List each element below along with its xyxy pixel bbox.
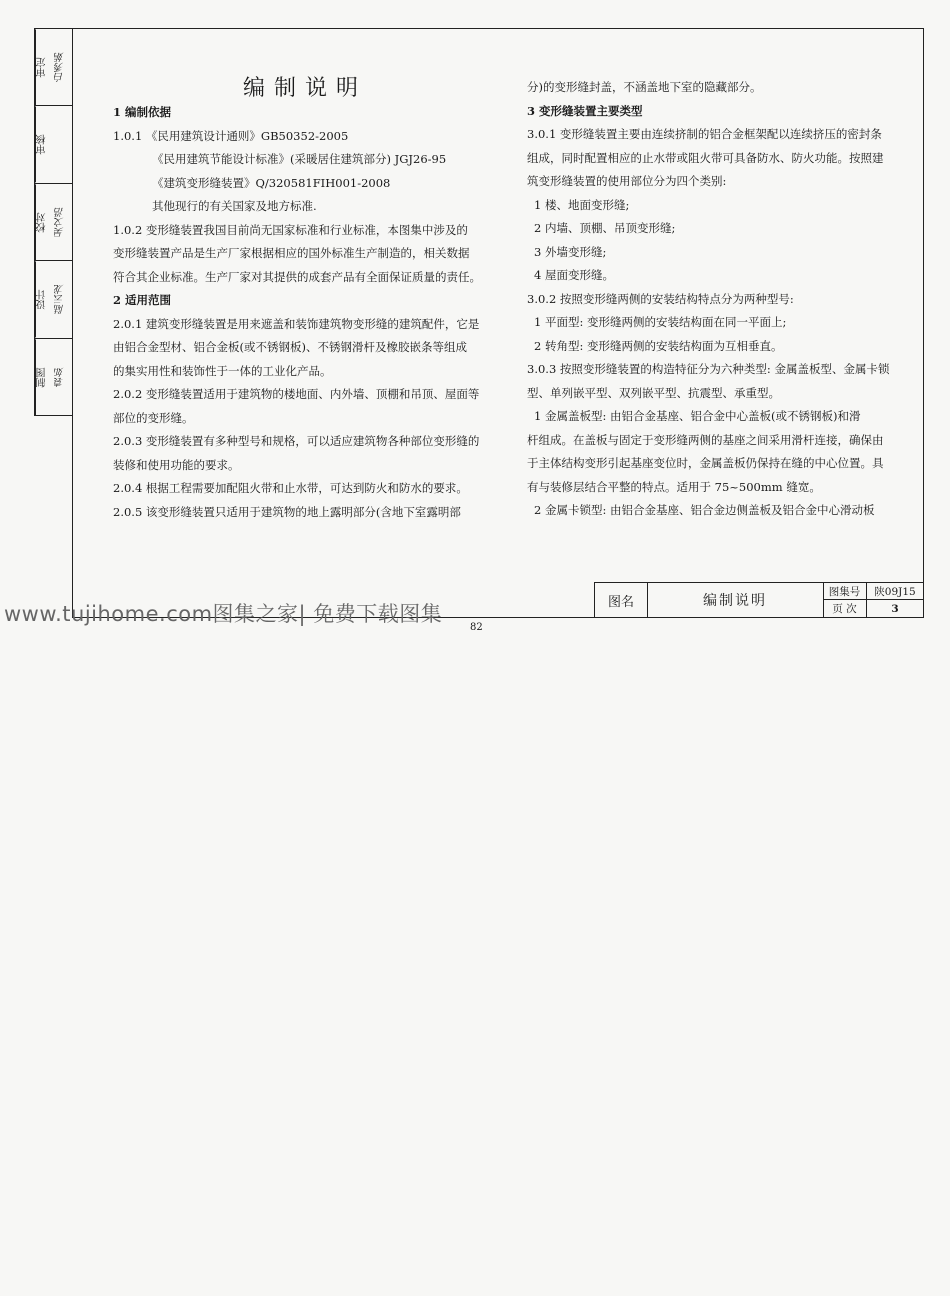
signature-name bbox=[49, 106, 72, 182]
text-line: 分)的变形缝封盖，不涵盖地下室的隐藏部分。 bbox=[527, 80, 762, 94]
page-value: 3 bbox=[891, 602, 899, 615]
signature-cell bbox=[35, 29, 72, 106]
text-line: 1.0.2 变形缝装置我国目前尚无国家标准和行业标准，本图集中涉及的 bbox=[113, 222, 468, 237]
text-line: 部位的变形缝。 bbox=[113, 410, 194, 425]
text-line: 2.0.3 变形缝装置有多种型号和规格，可以适应建筑物各种部位变形缝的 bbox=[113, 434, 480, 448]
signature-cell bbox=[35, 261, 72, 338]
text-line: 有与装修层结合平整的特点。适用于 75~500mm 缝宽。 bbox=[527, 479, 821, 494]
text-line: 由铝合金型材、铝合金板(或不锈钢板)、不锈钢滑杆及橡胶嵌条等组成 bbox=[113, 340, 467, 354]
text-line: 2.0.2 变形缝装置适用于建筑物的楼地面、内外墙、顶棚和吊顶、屋面等 bbox=[113, 387, 480, 401]
text-line: 2.0.4 根据工程需要加配阻火带和止水带，可达到防火和防水的要求。 bbox=[113, 481, 468, 495]
text-line: 符合其企业标准。生产厂家对其提供的成套产品有全面保证质量的责任。 bbox=[113, 269, 481, 284]
text-line: 杆组成。在盖板与固定于变形缝两侧的基座之间采用滑杆连接，确保由 bbox=[527, 432, 884, 447]
signature-role: 设计 bbox=[35, 261, 49, 337]
title-block bbox=[594, 582, 924, 618]
title-block-label: 图名 bbox=[595, 583, 648, 617]
signature-strip bbox=[34, 28, 72, 416]
signature-name: 袁如 bbox=[55, 366, 66, 387]
text-line: 1 楼、地面变形缝; bbox=[534, 197, 630, 212]
text-line: 2 转角型: 变形缝两侧的安装结构面为互相垂直。 bbox=[534, 338, 783, 353]
atlas-number-value: 陕09J15 bbox=[867, 583, 923, 600]
text-line: 装修和使用功能的要求。 bbox=[113, 457, 240, 472]
signature-role: 制图 bbox=[35, 339, 49, 415]
text-line: 4 屋面变形缝。 bbox=[534, 268, 614, 282]
page-label: 页 次 bbox=[823, 600, 867, 617]
signature-role: 审核 bbox=[35, 106, 49, 182]
page-title: 编制说明 bbox=[243, 76, 368, 101]
text-line: 3.0.1 变形缝装置主要由连续挤制的铝合金框架配以连续挤压的密封条 bbox=[527, 127, 882, 141]
signature-role: 审定 bbox=[35, 29, 49, 105]
signature-cell bbox=[35, 106, 72, 183]
text-line: 组成，同时配置相应的止水带或阻火带可具备防水、防火功能。按照建 bbox=[527, 150, 884, 165]
signature-name: 吴文浩 bbox=[55, 207, 66, 238]
watermark-text: www.tujihome.com图集之家| 免费下载图集 bbox=[4, 602, 443, 626]
text-line: 1 编制依据 bbox=[113, 105, 172, 119]
signature-cell bbox=[35, 339, 72, 415]
right-column bbox=[527, 76, 915, 523]
signature-cell bbox=[35, 184, 72, 261]
text-line: 变形缝装置产品是生产厂家根据相应的国外标准生产制造的，相关数据 bbox=[113, 246, 470, 260]
text-line: 筑变形缝装置的使用部位分为四个类别: bbox=[527, 174, 727, 188]
text-line: 3 变形缝装置主要类型 bbox=[527, 103, 643, 118]
page-number: 82 bbox=[470, 622, 483, 633]
signature-name: 陆云龙 bbox=[55, 284, 66, 315]
text-line: 《建筑变形缝装置》Q/320581FIH001-2008 bbox=[152, 175, 391, 190]
text-line: 2.0.1 建筑变形缝装置是用来遮盖和装饰建筑物变形缝的建筑配件，它是 bbox=[113, 316, 480, 331]
text-line: 2 适用范围 bbox=[113, 293, 172, 307]
text-line: 3.0.2 按照变形缝两侧的安装结构特点分为两种型号: bbox=[527, 291, 794, 306]
text-line: 于主体结构变形引起基座变位时，金属盖板仍保持在缝的中心位置。具 bbox=[527, 456, 884, 470]
text-line: 2.0.5 该变形缝装置只适用于建筑物的地上露明部分(含地下室露明部 bbox=[113, 504, 461, 519]
text-line: 1.0.1 《民用建筑设计通则》GB50352-2005 bbox=[113, 128, 349, 143]
atlas-number-label: 图集号 bbox=[823, 583, 867, 600]
signature-role: 校对 bbox=[35, 184, 49, 260]
title-block-name: 编制说明 bbox=[647, 583, 824, 617]
text-line: 3 外墙变形缝; bbox=[534, 244, 607, 259]
text-line: 型、单列嵌平型、双列嵌平型、抗震型、承重型。 bbox=[527, 385, 780, 400]
signature-name: 白秀娟 bbox=[55, 52, 66, 83]
text-line: 其他现行的有关国家及地方标准. bbox=[152, 199, 317, 213]
left-column bbox=[113, 101, 493, 524]
text-line: 《民用建筑节能设计标准》(采暖居住建筑部分) JGJ26-95 bbox=[152, 152, 447, 166]
text-line: 1 金属盖板型: 由铝合金基座、铝合金中心盖板(或不锈钢板)和滑 bbox=[534, 409, 861, 423]
text-line: 1 平面型: 变形缝两侧的安装结构面在同一平面上; bbox=[534, 315, 787, 329]
text-line: 2 内墙、顶棚、吊顶变形缝; bbox=[534, 221, 676, 235]
text-line: 3.0.3 按照变形缝装置的构造特征分为六种类型: 金属盖板型、金属卡锁 bbox=[527, 362, 890, 376]
text-line: 2 金属卡锁型: 由铝合金基座、铝合金边侧盖板及铝合金中心滑动板 bbox=[534, 503, 875, 517]
text-line: 的集实用性和装饰性于一体的工业化产品。 bbox=[113, 363, 332, 378]
